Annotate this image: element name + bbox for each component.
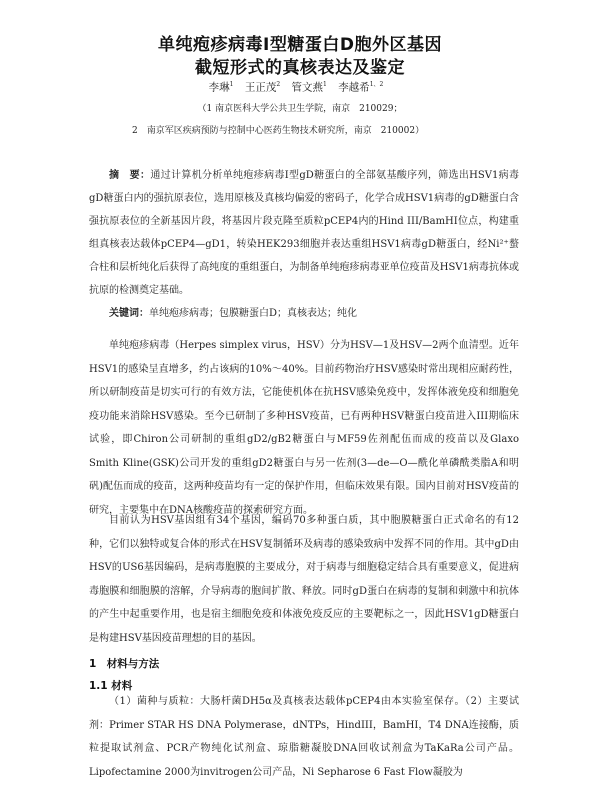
author-affiliation-mark: 2 [276, 81, 281, 88]
body-paragraph-3: （1）菌种与质粒：大肠杆菌DH5α及真核表达载体pCEP4由本实验室保存。（2）主要试剂：Primer STAR HS DNA Polymerase，dNTPs，HindIII，BamHI，T4 DNA连接酶，质粒提取试剂盒、PCR产物纯化试剂盒、琼脂糖凝胶DNA回收试剂盒为TaKaRa公司产品。Lipofectamine 2000为invitrogen公司产品，Ni Sepharose 6 Fast Flow凝胶为 [89, 696, 519, 778]
author-affiliation-mark: 1 [323, 81, 327, 88]
author-name: 李琳 [208, 81, 230, 94]
author-affiliation-mark: 1 [229, 81, 234, 88]
keywords-text: 单纯疱疹病毒；包膜糖蛋白D；真核表达；纯化 [149, 308, 358, 319]
body-paragraph-2: 目前认为HSV基因组有34个基因，编码70多种蛋白质，其中胞膜糖蛋白正式命名的有12种，它们以独特或复合体的形式在HSV复制循环及病毒的感染致病中发挥不同的作用。其中gD由HSV的US6基因编码，是病毒胞膜的主要成分，对于病毒与细胞稳定结合具有重要意义，促进病毒胞膜和细胞膜的溶解，介导病毒的胞间扩散、释放。同时gD蛋白在病毒的复制和刺激中和抗体的产生中起重要作用，也是宿主细胞免疫和体液免疫反应的主要靶标之一，因此HSV1gD糖蛋白是构建HSV基因疫苗理想的目的基因。 [89, 515, 519, 644]
abstract [89, 164, 519, 302]
subsection-heading-materials: 1.1 材料 [89, 680, 133, 692]
author-name: 王正茂 [244, 81, 277, 94]
author-affiliation-mark: 1、2 [369, 81, 384, 88]
section-heading-materials-methods: 1 材料与方法 [89, 658, 160, 670]
body-paragraph-1: 单纯疱疹病毒（Herpes simplex virus，HSV）分为HSV—1及HSV—2两个血清型。近年HSV1的感染呈直增多，约占该病的10%～40%。目前药物治疗HSV感染时常出现相应耐药性，所以研制疫苗是切实可行的有效方法，它能使机体在抗HSV感染免疫中，发挥体液免疫和细胞免疫功能来消除HSV感染。至今已研制了多种HSV疫苗，已有两种HSV糖蛋白疫苗进入III期临床试验，即Chiron公司研制的重组gD2/gB2糖蛋白与MF59佐剂配伍而成的疫苗以及Glaxo Smith Kline(GSK)公司开发的重组gD2糖蛋白与另一佐剂(3—de—O—酰化单磷酰类脂A和明矾)配伍而成的疫苗，这两种疫苗均有一定的保护作用，但临床效果有限。国内目前对HSV疫苗的研究，主要集中在DNA核酸疫苗的探索研究方面。 [89, 340, 519, 516]
author-name: 管文燕 [291, 81, 324, 94]
abstract-text: 通过计算机分析单纯疱疹病毒Ⅰ型gD糖蛋白的全部氨基酸序列，筛选出HSV1病毒gD糖蛋白内的强抗原表位，选用原核及真核均偏爱的密码子，化学合成HSV1病毒的gD糖蛋白含强抗原表位的全新基因片段，将基因片段克隆至质粒pCEP4内的Hind III/BamHI位点，构建重组真核表达载体pCEP4—gD1，转染HEK293细胞并表达重组HSV1病毒gD糖蛋白，经Ni²⁺螯合柱和层析纯化后获得了高纯度的重组蛋白，为制备单纯疱疹病毒亚单位疫苗及HSV1病毒抗体或抗原的检测奠定基础。 [89, 170, 520, 296]
affiliation-2: 2 南京军区疾病预防与控制中心医药生物技术研究所，南京 210002） [132, 126, 425, 136]
affiliation-1: （1 南京医科大学公共卫生学院，南京 210029； [197, 104, 403, 114]
keywords [109, 304, 519, 319]
author-name: 李越希 [338, 81, 370, 94]
keywords-label: 关键词： [109, 308, 149, 319]
paper-title-line-1: 单纯疱疹病毒Ⅰ型糖蛋白D胞外区基因 [158, 35, 442, 55]
abstract-label: 摘 要： [109, 170, 151, 181]
author-list [0, 79, 600, 95]
paper-title-line-2: 截短形式的真核表达及鉴定 [195, 58, 405, 78]
